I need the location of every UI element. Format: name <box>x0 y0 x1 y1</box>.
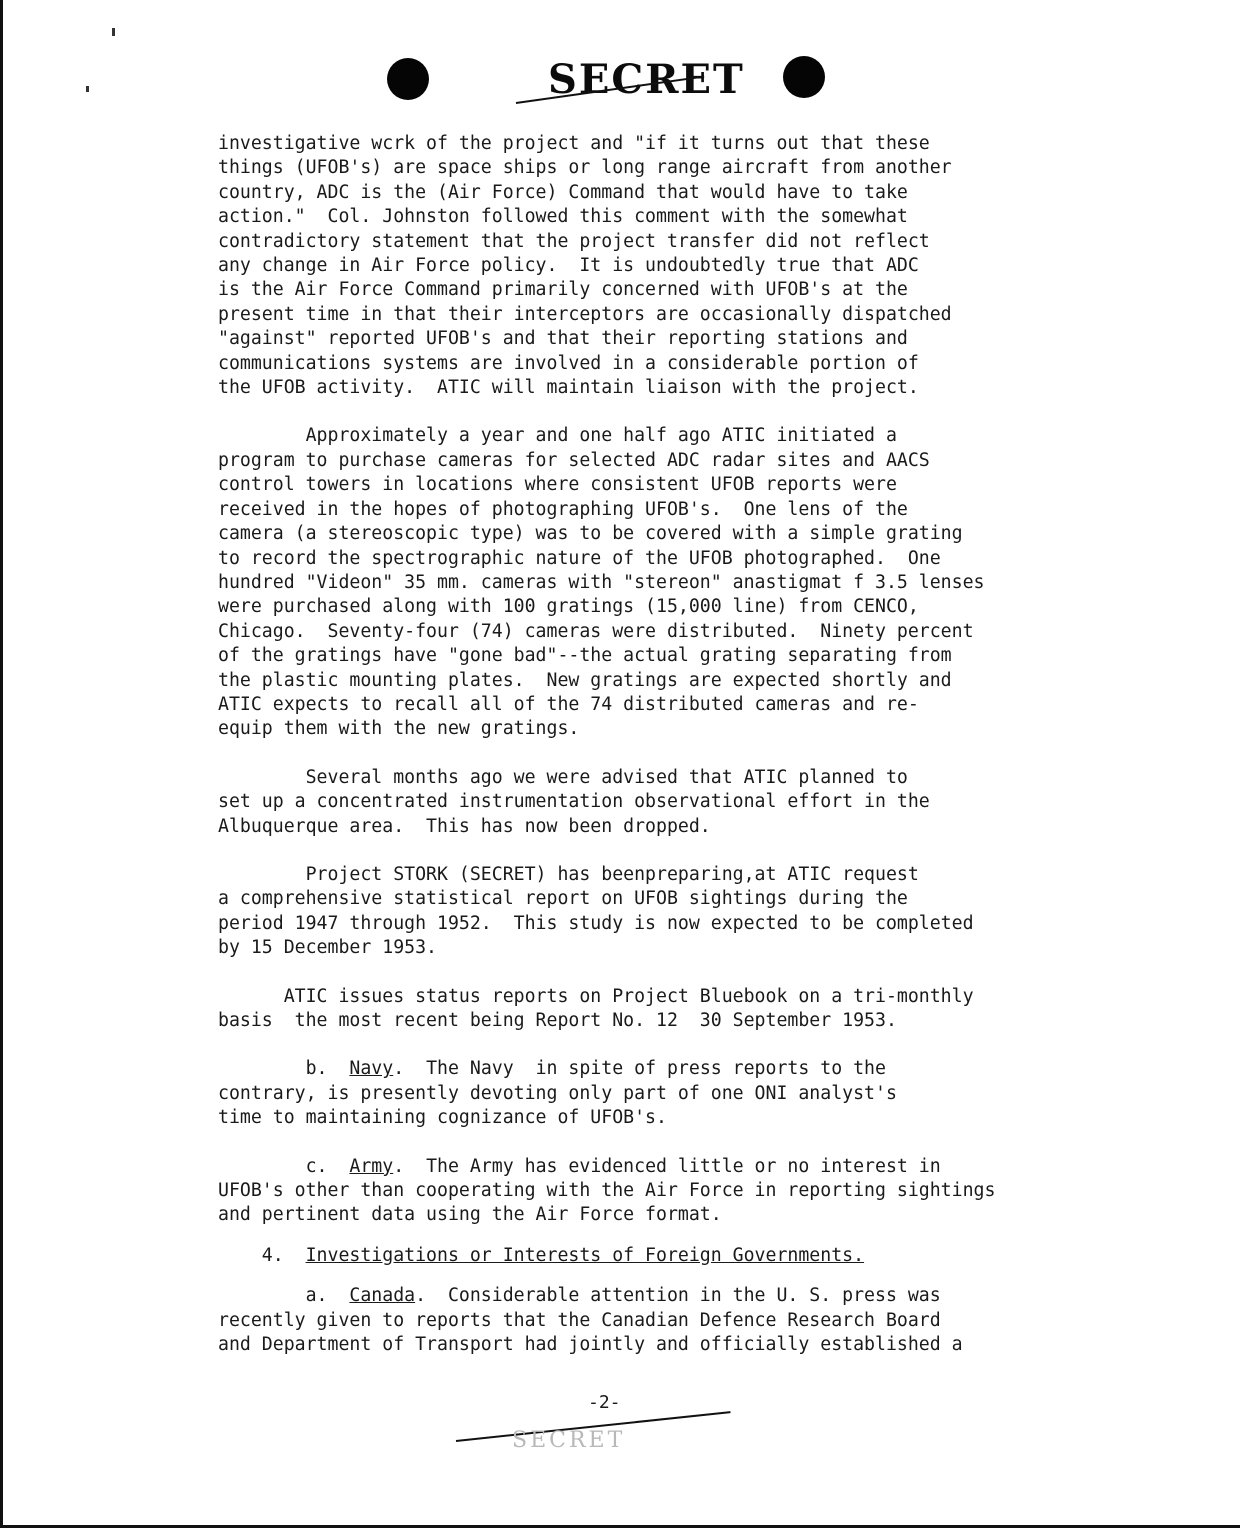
text-line: received in the hopes of photographing UFOB's. One lens of the <box>218 498 908 520</box>
item-prefix: c. <box>218 1155 350 1177</box>
item-prefix: b. <box>218 1058 350 1080</box>
text-line: the plastic mounting plates. New gratings are expected shortly and <box>218 669 952 691</box>
section-heading-foreign: Investigations or Interests of Foreign Governments. <box>305 1244 865 1266</box>
text-line: recently given to reports that the Canadian Defence Research Board <box>218 1309 941 1331</box>
text-line: of the gratings have "gone bad"--the actual grating separating from <box>218 645 952 667</box>
text-line: camera (a stereoscopic type) was to be covered with a simple grating <box>218 523 963 545</box>
section-foreign-governments <box>218 1244 1098 1268</box>
text-line <box>218 1284 1098 1308</box>
paragraph-army <box>218 1155 1098 1228</box>
text-line: to record the spectrographic nature of the UFOB photographed. One <box>218 547 941 569</box>
punch-hole-right <box>783 56 825 98</box>
text-line <box>218 1155 1098 1179</box>
text-run: . Considerable attention in the U. S. press was <box>415 1285 941 1307</box>
text-line: present time in that their interceptors are occasionally dispatched <box>218 303 952 325</box>
paragraph-canada <box>218 1284 1098 1357</box>
section-heading-canada: Canada <box>349 1285 416 1307</box>
text-line: by 15 December 1953. <box>218 937 437 959</box>
item-prefix: a. <box>218 1285 350 1307</box>
margin-mark <box>86 86 89 92</box>
text-line: hundred "Videon" 35 mm. cameras with "stereon" anastigmat f 3.5 lenses <box>218 571 985 593</box>
text-line <box>218 1244 1098 1268</box>
text-line: contrary, is presently devoting only part of one ONI analyst's <box>218 1082 897 1104</box>
classification-stamp-top: SECRET <box>548 56 745 103</box>
text-line: investigative wcrk of the project and "if it turns out that these <box>218 133 930 154</box>
text-line: period 1947 through 1952. This study is now expected to be completed <box>218 912 974 934</box>
section-number: 4. <box>218 1244 306 1266</box>
text-line: is the Air Force Command primarily concerned with UFOB's at the <box>218 279 908 301</box>
section-heading-navy: Navy <box>349 1058 394 1080</box>
paragraph-project-stork <box>218 863 1098 961</box>
text-line: Several months ago we were advised that ATIC planned to <box>218 766 908 788</box>
classification-stamp-bottom: SECRET <box>512 1428 626 1453</box>
text-line: ATIC expects to recall all of the 74 distributed cameras and re- <box>218 693 919 715</box>
text-line: communications systems are involved in a considerable portion of <box>218 352 919 374</box>
text-run: . The Army has evidenced little or no interest in <box>393 1155 941 1177</box>
text-line: action." Col. Johnston followed this comment with the somewhat <box>218 206 908 228</box>
text-line: contradictory statement that the project transfer did not reflect <box>218 230 930 252</box>
text-line: Approximately a year and one half ago ATIC initiated a <box>218 425 897 447</box>
text-line <box>218 1057 1098 1081</box>
text-run: . The Navy in spite of press reports to the <box>393 1058 886 1080</box>
margin-mark <box>112 28 115 36</box>
paragraph-cameras <box>218 424 1098 741</box>
text-line: the UFOB activity. ATIC will maintain liaison with the project. <box>218 377 919 399</box>
text-line: set up a concentrated instrumentation observational effort in the <box>218 791 930 813</box>
text-line: basis the most recent being Report No. 12 30 September 1953. <box>218 1010 897 1031</box>
punch-hole-left <box>387 58 429 100</box>
paragraph-status-reports <box>218 985 1098 1034</box>
text-line: any change in Air Force policy. It is undoubtedly true that ADC <box>218 255 919 277</box>
section-heading-army: Army <box>349 1155 394 1177</box>
text-line: Albuquerque area. This has now been dropped. <box>218 815 711 837</box>
text-line: country, ADC is the (Air Force) Command that would have to take <box>218 181 908 203</box>
text-line: time to maintaining cognizance of UFOB's. <box>218 1107 667 1129</box>
text-line: control towers in locations where consistent UFOB reports were <box>218 474 897 496</box>
document-body <box>218 132 1098 1357</box>
text-line: "against" reported UFOB's and that their reporting stations and <box>218 328 908 350</box>
text-line: UFOB's other than cooperating with the Air Force in reporting sightings <box>218 1180 996 1202</box>
text-line: Project STORK (SECRET) has beenpreparing,at ATIC request <box>218 863 919 885</box>
text-line: a comprehensive statistical report on UFOB sightings during the <box>218 888 908 910</box>
paragraph-navy <box>218 1057 1098 1130</box>
text-line: equip them with the new gratings. <box>218 718 580 740</box>
text-line: were purchased along with 100 gratings (15,000 line) from CENCO, <box>218 596 919 618</box>
text-line: and Department of Transport had jointly and officially established a <box>218 1334 963 1356</box>
text-line: and pertinent data using the Air Force format. <box>218 1204 722 1226</box>
text-line: program to purchase cameras for selected ADC radar sites and AACS <box>218 449 930 471</box>
page-number: -2- <box>588 1392 621 1413</box>
text-line: things (UFOB's) are space ships or long range aircraft from another <box>218 157 952 179</box>
paragraph-adc-project <box>218 132 1098 400</box>
text-line: ATIC issues status reports on Project Bluebook on a tri-monthly <box>218 985 974 1007</box>
paragraph-albuquerque <box>218 766 1098 839</box>
text-line: Chicago. Seventy-four (74) cameras were distributed. Ninety percent <box>218 620 974 642</box>
